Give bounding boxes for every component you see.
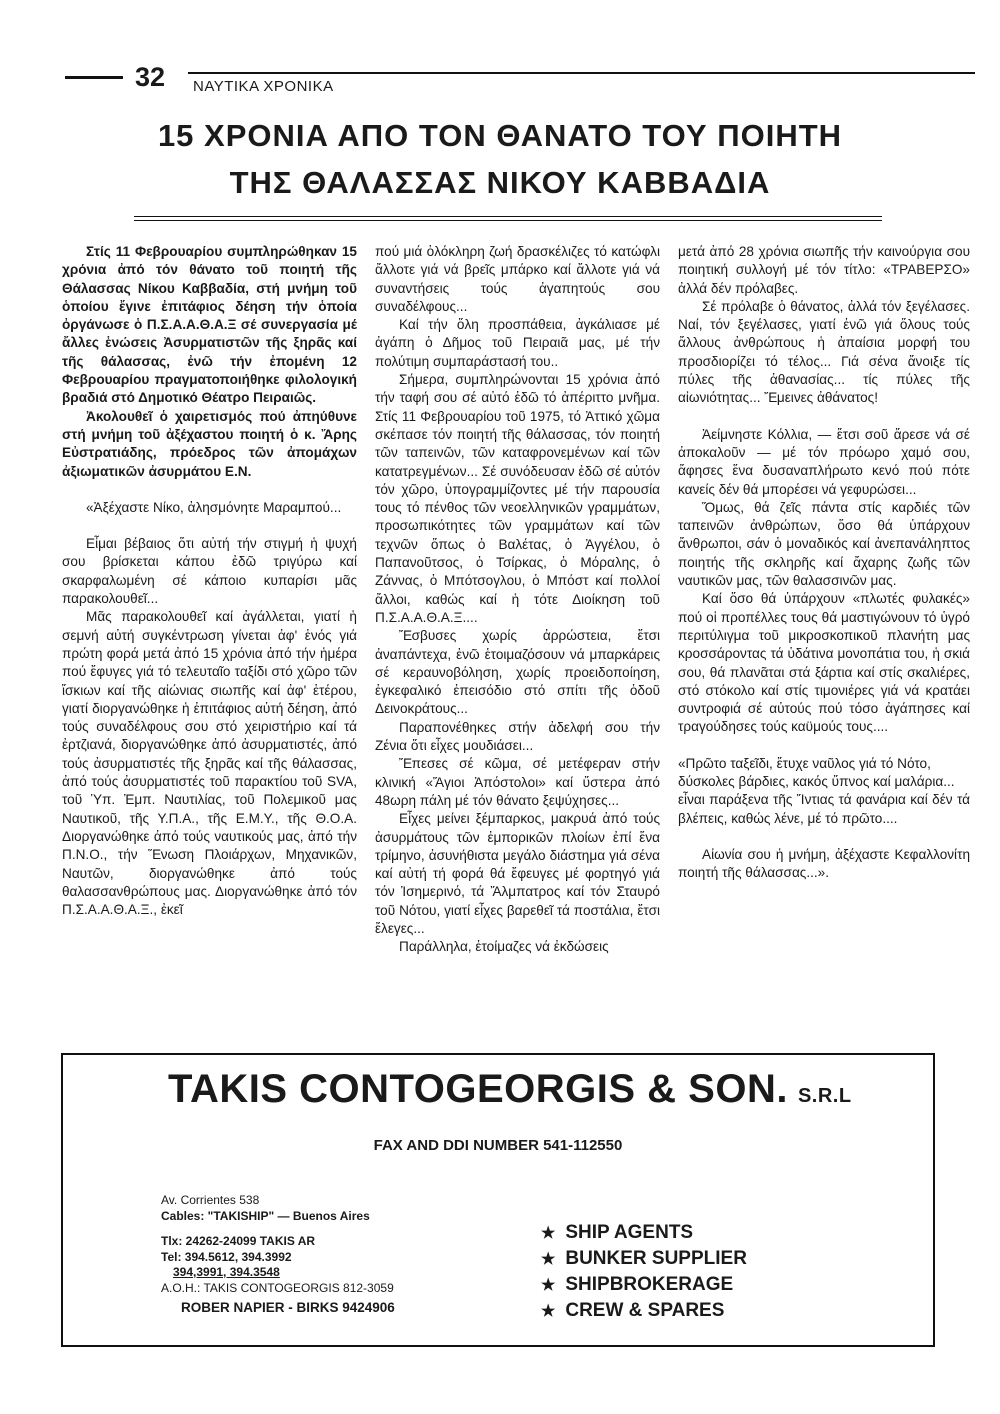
advertisement-box bbox=[61, 1053, 935, 1347]
ad-contact-block bbox=[161, 1193, 395, 1316]
paragraph: Ἀείμνηστε Κόλλια, — ἔτσι σοῦ ἄρεσε νά σέ ἀποκαλοῦν — μέ τόν πρόωρο χαμό σου, ἄφησες ἕνα δυσαναπλήρωτο κενό πού πότε κανείς δέν θά μπορέσει νά γεφυρώσει... bbox=[678, 426, 970, 497]
ad-cables: Cables: "TAKISHIP" — Buenos Aires bbox=[161, 1208, 370, 1223]
service-label: SHIPBROKERAGE bbox=[565, 1274, 734, 1295]
page-number: 32 bbox=[135, 62, 166, 92]
article-column-3 bbox=[678, 243, 970, 883]
paragraph: Ἔσβυσες χωρίς ἀρρώστεια, ἔτσι ἀναπάντεχα, ἐνῶ ἑτοιμαζόσουν νά μπαρκάρεις σέ κεραυνοβόληση, χωρίς προειδοποίηση, ἐγκεφαλικό ἐπεισόδιο στό σπίτι τῆς ὁδοῦ Δεινοκράτους... bbox=[375, 628, 660, 717]
paragraph: Μᾶς παρακολουθεῖ καί ἀγάλλεται, γιατί ἡ σεμνή αὐτή συγκέντρωση γίνεται ἀφ' ἑνός γιά πρώτη φορά μετά ἀπό 15 χρόνια ἀπό τήν ἡμέρα πού ἔφυγες γιά τό τελευταῖο ταξίδι στό χῶρο τῶν ἴσκιων καί τῆς αἰώνιας σιωπῆς καί ἀφ' ἑτέρου, γιατί διοργανώθηκε ἡ ἐπιτάφιος αὐτή δέηση, ἀπό τούς συναδέλφους σου στό χειριστήριο καί τά ἐρτζιανά, διοργανώθηκε ἀπό ἀσυρματιστές, ἀπό τούς ἀσυρματιστές τῆς ξηρᾶς καί τῆς θάλασσας, ἀπό τούς ἀσυρματιστές τοῦ παρακτίου τοῦ SVA, τοῦ Ὑπ. Ἐμπ. Ναυτιλίας, τοῦ Πολεμικοῦ μας Ναυτικοῦ, τῆς Υ.Π.Α., τῆς Ε.Μ.Υ., τῆς Θ.Ο.Α. Διοργανώθηκε ἀπό τούς ναυτικούς μας, ἀπό τήν Π.Ν.Ο., τήν Ἕνωση Πλοιάρχων, Μηχανικῶν, Ναυτῶν, διοργανώθηκε ἀπό τούς θαλασσανθρώπους μας. Διοργανώθηκε ἀπό τόν Π.Σ.Α.Α.Θ.Α.Ξ., ἐκεῖ bbox=[62, 609, 357, 918]
paragraph: Ὅμως, θά ζεῖς πάντα στίς καρδιές τῶν ταπεινῶν ἀνθρώπων, ὅσο θά ὑπάρχουν ἄνθρωποι, σάν ὁ μοναδικός καί ἀνεπανάληπτος ποιητής τῆς σκληρῆς καί ἄχαρης ζωῆς τῶν ναυτικῶν μας, τῶν θαλασσινῶν μας. bbox=[678, 499, 970, 589]
header-rule-right bbox=[188, 72, 975, 74]
ad-fax-number: FAX AND DDI NUMBER 541-112550 bbox=[373, 1137, 623, 1154]
star-icon: ★ bbox=[541, 1251, 556, 1268]
paragraph: πού μιά ὁλόκληρη ζωή δρασκέλιζες τό κατώφλι ἄλλοτε γιά νά βρεῖς μπάρκο καί ἄλλοτε γιά νά συναντήσεις τούς ἀγαπητούς σου συναδέλφους... bbox=[375, 244, 660, 314]
paragraph: Σήμερα, συμπληρώνονται 15 χρόνια ἀπό τήν ταφή σου σέ αὐτό ἐδῶ τό ἀπέριττο μνῆμα. Στίς 11 Φεβρουαρίου τοῦ 1975, τό Ἀττικό χῶμα σκέπασε τόν ποιητή τῆς θάλασσας, τόν ποιητή τῶν ταπεινῶν, τῶν καταφρονεμένων καί τῶν κατατρεγμένων... Σέ συνόδευσαν ἐδῶ σέ αὐτόν τόν χῶρο, ὑπογραμμίζοντες μέ τήν παρουσία τους τό πένθος τῶν νεοελληνικῶν γραμμάτων, προσωπικότητες τῶν γραμμάτων καί τῶν τεχνῶν ὅπως ὁ Βαλέτας, ὁ Ἀγγέλου, ὁ Παπανοῦτσος, ὁ Τσίρκας, ὁ Μόραλης, ὁ Ζάννας, ὁ Μπότσογλου, ὁ Μπόστ καί πολλοί ἄλλοι, καθώς καί ἡ τότε Διοίκηση τοῦ Π.Σ.Α.Α.Θ.Α.Ξ.... bbox=[375, 372, 660, 625]
ad-services-list bbox=[541, 1220, 747, 1324]
ad-robert-napier: ROBER NAPIER - BIRKS 9424906 bbox=[181, 1300, 395, 1315]
company-name: TAKIS CONTOGEORGIS & SON. bbox=[168, 1067, 788, 1111]
paragraph: Εἶχες μείνει ξέμπαρκος, μακρυά ἀπό τούς ἀσυρμάτους τῶν ἐμπορικῶν πλοίων ἐπί ἕνα τρίμηνο, ἀσυνήθιστα μεγάλο διάστημα γιά σένα καί αὐτή τή φορά θά ἔφευγες μέ φορτηγό γιά τόν Ἰσημερινό, τά Ἄλμπατρος καί τόν Σταυρό τοῦ Νότου, γιατί εἶχες βαρεθεῖ τά ποστάλια, ἔτσι ἔλεγες... bbox=[375, 811, 660, 936]
ad-address: Av. Corrientes 538 bbox=[161, 1193, 260, 1207]
paragraph: μετά ἀπό 28 χρόνια σιωπῆς τήν καινούργια σου ποιητική συλλογή μέ τόν τίτλο: «ΤΡΑΒΕΡΣΟ» ἀλλά δέν πρόλαβες. bbox=[678, 244, 970, 296]
ad-telephone-2: 394,3991, 394.3548 bbox=[173, 1265, 280, 1279]
paragraph: Παράλληλα, ἑτοίμαζες νά ἐκδώσεις bbox=[399, 939, 609, 955]
title-rule-top bbox=[134, 216, 882, 217]
magazine-name: ΝΑΥΤΙΚΑ ΧΡΟΝΙΚΑ bbox=[193, 78, 334, 95]
paragraph: Σέ πρόλαβε ὁ θάνατος, ἀλλά τόν ξεγέλασες. Ναί, τόν ξεγέλασες, γιατί ἐνῶ γιά ὅλους τούς ἄλλους ἀνθρώπους ἡ ἀπαίσια μορφή του προσδιορίζει τό τέλος... Γιά σένα ἄνοιξε τίς πύλες τῆς ἀθανασίας... τίς πύλες τῆς αἰωνιότητας... Ἔμεινες ἀθάνατος! bbox=[678, 298, 970, 406]
quote-opening: «Ἀξέχαστε Νίκο, ἀλησμόνητε Μαραμπού... bbox=[86, 499, 342, 515]
lead-paragraph: Στίς 11 Φεβρουαρίου συμπληρώθηκαν 15 χρόνια ἀπό τόν θάνατο τοῦ ποιητή τῆς Θάλασσας Νίκου Καββαδία, στή μνήμη τοῦ ὁποίου ἔγινε ἐπιτάφιος δέηση τήν ὁποία ὀργάνωσε ὁ Π.Σ.Α.Α.Θ.Α.Ξ σέ συνεργασία μέ ἄλλες ἑνώσεις Ἀσυρματιστῶν τῆς ξηρᾶς καί τῆς θάλασσας, ἐνῶ τήν ἐπομένη 12 Φεβρουαρίου πραγματοποιήθηκε φιλολογική βραδιά στό Δημοτικό Θέατρο Πειραιῶς. bbox=[62, 244, 357, 406]
ad-aoh: A.O.H.: TAKIS CONTOGEORGIS 812-3059 bbox=[161, 1280, 394, 1295]
ad-company-name bbox=[168, 1067, 852, 1112]
ad-telephone: Tel: 394.5612, 394.3992 bbox=[161, 1249, 292, 1264]
poem-line: εἶναι παράξενα τῆς Ἴντιας τά φανάρια καί δέν τά βλέπεις, καθώς λένε, μέ τό πρῶτο.... bbox=[678, 792, 970, 826]
star-icon: ★ bbox=[541, 1303, 556, 1320]
service-label: SHIP AGENTS bbox=[565, 1222, 694, 1243]
star-icon: ★ bbox=[541, 1225, 556, 1242]
article-title-line-1: 15 ΧΡΟΝΙΑ ΑΠΟ ΤΟΝ ΘΑΝΑΤΟ ΤΟΥ ΠΟΙΗΤΗ bbox=[157, 118, 843, 153]
header-rule-left bbox=[65, 76, 123, 79]
paragraph: Εἶμαι βέβαιος ὅτι αὐτή τήν στιγμή ἡ ψυχή σου βρίσκεται κάπου ἐδῶ τριγύρω καί σκαρφαλωμένη σέ κάποιο κυπαρίσι μᾶς παρακολουθεῖ... bbox=[62, 536, 357, 607]
service-item bbox=[541, 1272, 747, 1298]
article-column-1 bbox=[62, 243, 357, 919]
poem-line: δύσκολες βάρδιες, κακός ὕπνος καί μαλάρια... bbox=[678, 774, 955, 790]
paragraph: Ἔπεσες σέ κῶμα, σέ μετέφεραν στήν κλινική «Ἅγιοι Ἀπόστολοι» καί ὕστερα ἀπό 48ωρη πάλη μέ τόν θάνατο ξεψύχησες... bbox=[375, 756, 660, 808]
poem-line: «Πρῶτο ταξεῖδι, ἔτυχε ναῦλος γιά τό Νότο, bbox=[678, 755, 931, 771]
paragraph: Καί τήν ὅλη προσπάθεια, ἀγκάλιασε μέ ἀγάπη ὁ Δῆμος τοῦ Πειραιᾶ μας, μέ τήν πολύτιμη συμπαράστασή του.. bbox=[375, 317, 660, 369]
closing-paragraph: Αἰωνία σου ἡ μνήμη, ἀξέχαστε Κεφαλλονίτη ποιητή τῆς θάλασσας...». bbox=[678, 846, 970, 881]
service-item bbox=[541, 1220, 747, 1246]
article-title-line-2: ΤΗΣ ΘΑΛΑΣΣΑΣ ΝΙΚΟΥ ΚΑΒΒΑΔΙΑ bbox=[229, 165, 771, 200]
title-rule-bottom bbox=[134, 220, 882, 221]
ad-telex: Tlx: 24262-24099 TAKIS AR bbox=[161, 1234, 316, 1248]
service-label: BUNKER SUPPLIER bbox=[565, 1248, 747, 1269]
lead-paragraph-2: Ἀκολουθεῖ ὁ χαιρετισμός πού ἀπηύθυνε στή μνήμη τοῦ ἀξέχαστου ποιητή ὁ κ. Ἄρης Εὐστρατιάδης, πρόεδρος τῶν ἀπομάχων ἀξιωματικῶν ἀσυρμάτου Ε.Ν. bbox=[62, 408, 357, 479]
service-label: CREW & SPARES bbox=[565, 1300, 725, 1321]
service-item bbox=[541, 1246, 747, 1272]
star-icon: ★ bbox=[541, 1277, 556, 1294]
article-column-2 bbox=[375, 243, 660, 957]
company-suffix: S.R.L bbox=[797, 1085, 852, 1107]
paragraph: Καί ὅσο θά ὑπάρχουν «πλωτές φυλακές» πού οἱ προπέλλες τους θά μαστιγώνουν τό ὑγρό περιτύλιγμα τοῦ μικροσκοπικοῦ πλανήτη μας κροσσάροντας τά ὑδάτινα μονοπάτια του, ἡ σκιά σου, θά πλανᾶται στά ξάρτια καί στίς σκαλιέρες, στό στόκολο καί στίς τιμονιέρες γιά νά κρατάει συντροφιά σέ αὐτούς πού τόσο ἀγάπησες καί τραγούδησες τούς καϋμούς τους.... bbox=[678, 591, 970, 735]
service-item bbox=[541, 1298, 747, 1324]
paragraph: Παραπονέθηκες στήν ἀδελφή σου τήν Ζένια ὅτι εἶχες μουδιάσει... bbox=[375, 719, 660, 754]
